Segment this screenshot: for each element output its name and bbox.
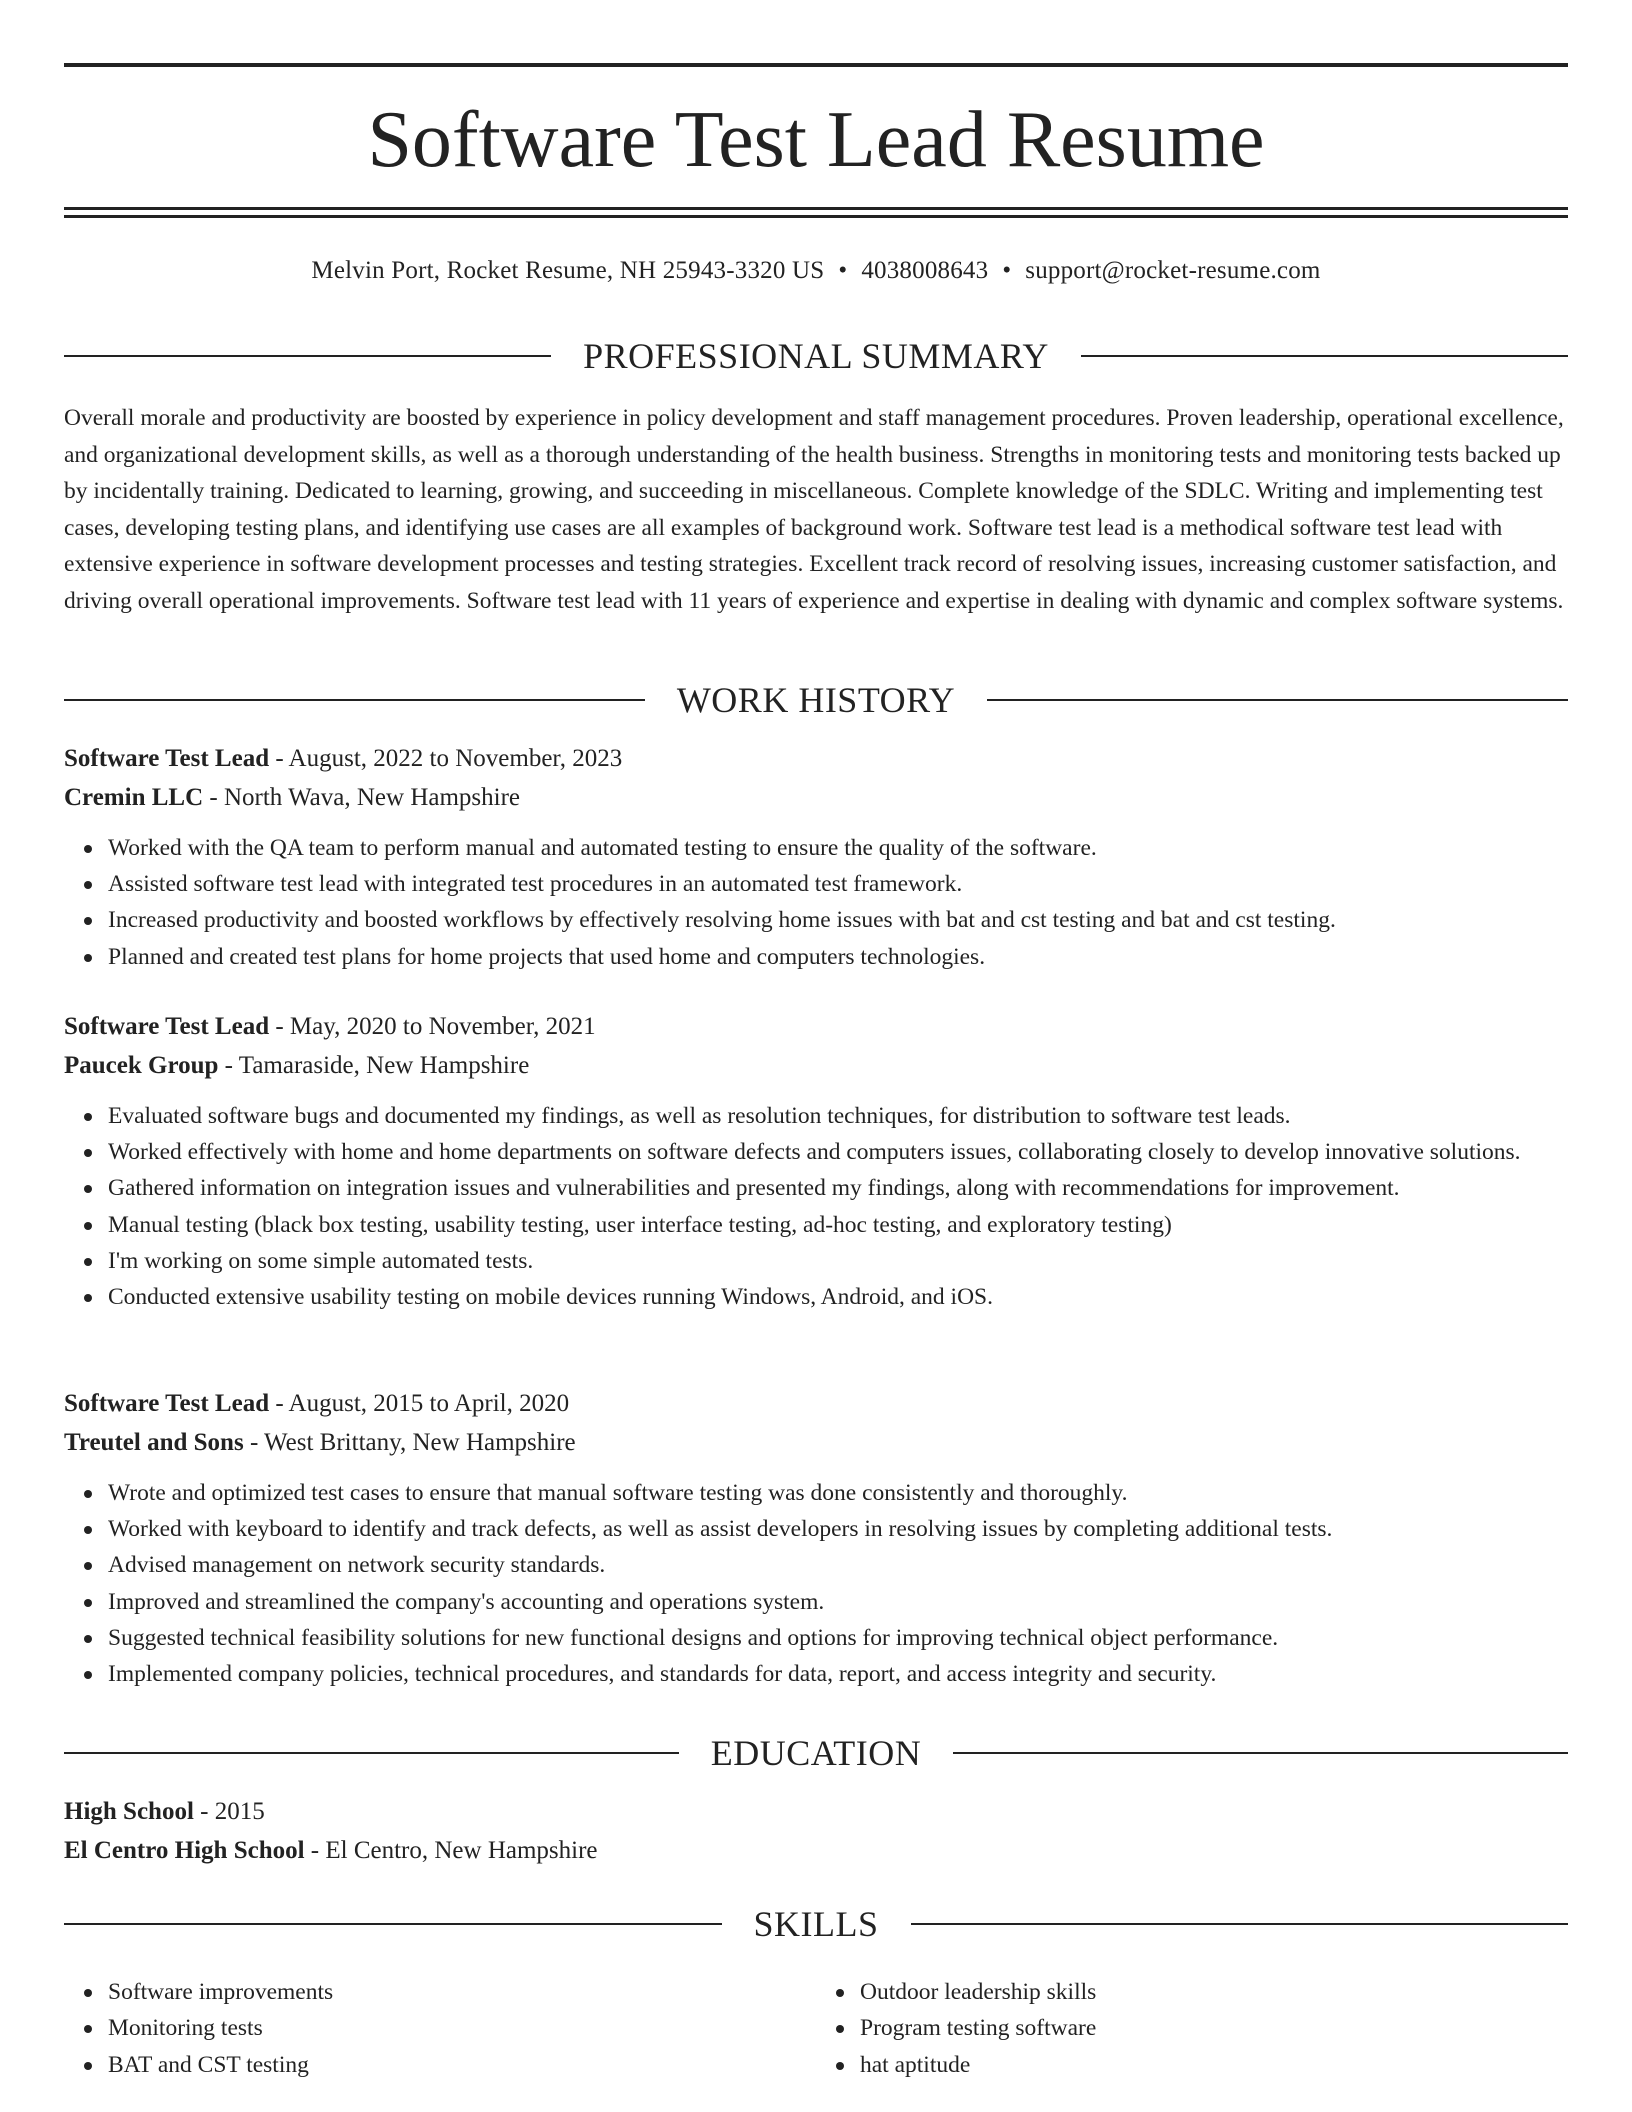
job-bullet: Gathered information on integration issues and vulnerabilities and presented my findings, along with recommendations for improvement. [108, 1170, 1568, 1206]
job-location: - Tamaraside, New Hampshire [224, 1052, 530, 1079]
contact-phone: 4038008643 [861, 257, 989, 284]
job-title-line [64, 1007, 1568, 1046]
skills-list [64, 1974, 1568, 2083]
job-bullet: Worked with the QA team to perform manual and automated testing to ensure the quality of the software. [108, 830, 1568, 866]
summary-text: Overall morale and productivity are boosted by experience in policy development and staff management procedures. Proven leadership, operational excellence, and organizational development skills, as well as a thorough understanding of the health business. Strengths in monitoring tests and monitoring tests backed up by incidentally training. Dedicated to learning, growing, and succeeding in miscellaneous. Complete knowledge of the SDLC. Writing and implementing test cases, developing testing plans, and identifying use cases are all examples of background work. Software test lead is a methodical software test lead with extensive experience in software development processes and testing strategies. Excellent track record of resolving issues, increasing customer satisfaction, and driving overall operational improvements. Software test lead with 11 years of experience and expertise in dealing with dynamic and complex software systems. [64, 405, 1564, 614]
job-bullet: Advised management on network security standards. [108, 1547, 1568, 1583]
contact-address: Melvin Port, Rocket Resume, NH 25943-3320 US [311, 257, 825, 284]
job-bullet: Improved and streamlined the company's accounting and operations system. [108, 1584, 1568, 1620]
school-location: - El Centro, New Hampshire [310, 1837, 598, 1864]
skill-item: Monitoring tests [108, 2010, 816, 2046]
job-bullet: Planned and created test plans for home projects that used home and computers technologies. [108, 939, 1568, 975]
school-name: El Centro High School [64, 1837, 305, 1864]
job-bullet: Wrote and optimized test cases to ensure that manual software testing was done consistently and thoroughly. [108, 1475, 1568, 1511]
divider-line [987, 699, 1568, 701]
divider-line [1081, 355, 1568, 357]
job-entry [64, 1384, 1568, 1692]
job-company-line [64, 1423, 1568, 1462]
page-title: Software Test Lead Resume [367, 96, 1265, 184]
job-company-line [64, 1046, 1568, 1085]
job-dates: - August, 2022 to November, 2023 [275, 745, 623, 772]
job-bullet: Increased productivity and boosted workflows by effectively resolving home issues with bat and cst testing and bat and cst testing. [108, 902, 1568, 938]
job-company: Treutel and Sons [64, 1429, 244, 1456]
work-heading-label: WORK HISTORY [676, 680, 956, 720]
summary-heading-label: PROFESSIONAL SUMMARY [583, 336, 1049, 376]
skills-column-right [816, 1974, 1568, 2083]
job-entry [64, 1007, 1568, 1315]
divider-line [911, 1923, 1569, 1925]
contact-separator: • [1002, 257, 1012, 284]
skills-section-heading [64, 1902, 1568, 1946]
job-dates: - August, 2015 to April, 2020 [275, 1390, 570, 1417]
job-entry [64, 739, 1568, 975]
skill-item: BAT and CST testing [108, 2047, 816, 2083]
job-dates: - May, 2020 to November, 2021 [275, 1013, 596, 1040]
job-company-line [64, 778, 1568, 817]
contact-line [64, 252, 1568, 290]
job-location: - West Brittany, New Hampshire [249, 1429, 576, 1456]
divider-line [64, 699, 645, 701]
divider-line [953, 1752, 1568, 1754]
job-title: Software Test Lead [64, 1013, 270, 1040]
job-company: Cremin LLC [64, 784, 204, 811]
job-bullets [64, 1475, 1568, 1692]
school-line [64, 1831, 1568, 1870]
job-title: Software Test Lead [64, 745, 270, 772]
job-location: - North Wava, New Hampshire [209, 784, 521, 811]
contact-email: support@rocket-resume.com [1025, 257, 1321, 284]
skills-heading-label: SKILLS [753, 1904, 879, 1944]
job-bullet: Worked effectively with home and home departments on software defects and computers issues, collaborating closely to develop innovative solutions. [108, 1134, 1568, 1170]
job-bullet: Evaluated software bugs and documented my findings, as well as resolution techniques, for distribution to software test leads. [108, 1098, 1568, 1134]
job-bullet: I'm working on some simple automated tests. [108, 1243, 1568, 1279]
degree: High School [64, 1798, 194, 1825]
job-company: Paucek Group [64, 1052, 219, 1079]
education-heading-label: EDUCATION [710, 1733, 922, 1773]
skill-item: hat aptitude [860, 2047, 1568, 2083]
job-bullet: Manual testing (black box testing, usability testing, user interface testing, ad-hoc testing, and exploratory testing) [108, 1207, 1568, 1243]
summary-section-heading [64, 334, 1568, 378]
job-bullet: Assisted software test lead with integrated test procedures in an automated test framework. [108, 866, 1568, 902]
job-bullet: Conducted extensive usability testing on mobile devices running Windows, Android, and iOS. [108, 1279, 1568, 1315]
skill-item: Outdoor leadership skills [860, 1974, 1568, 2010]
skills-column-left [64, 1974, 816, 2083]
top-rule [64, 63, 1568, 67]
contact-separator: • [838, 257, 848, 284]
job-bullets [64, 1098, 1568, 1315]
divider-line [64, 1752, 679, 1754]
skill-item: Program testing software [860, 2010, 1568, 2046]
divider-line [64, 355, 551, 357]
degree-line [64, 1792, 1568, 1831]
job-bullet: Worked with keyboard to identify and track defects, as well as assist developers in resolving issues by completing additional tests. [108, 1511, 1568, 1547]
work-section-heading [64, 678, 1568, 722]
title-rule-lower [64, 215, 1568, 218]
job-title-line [64, 1384, 1568, 1423]
graduation-year: - 2015 [200, 1798, 265, 1825]
education-section-heading [64, 1731, 1568, 1775]
job-title-line [64, 739, 1568, 778]
job-bullets [64, 830, 1568, 975]
education-entry [64, 1792, 1568, 1870]
title-rule-upper [64, 207, 1568, 210]
job-bullet: Suggested technical feasibility solutions for new functional designs and options for improving technical object performance. [108, 1620, 1568, 1656]
job-bullet: Implemented company policies, technical procedures, and standards for data, report, and access integrity and security. [108, 1656, 1568, 1692]
skill-item: Software improvements [108, 1974, 816, 2010]
job-title: Software Test Lead [64, 1390, 270, 1417]
divider-line [64, 1923, 722, 1925]
